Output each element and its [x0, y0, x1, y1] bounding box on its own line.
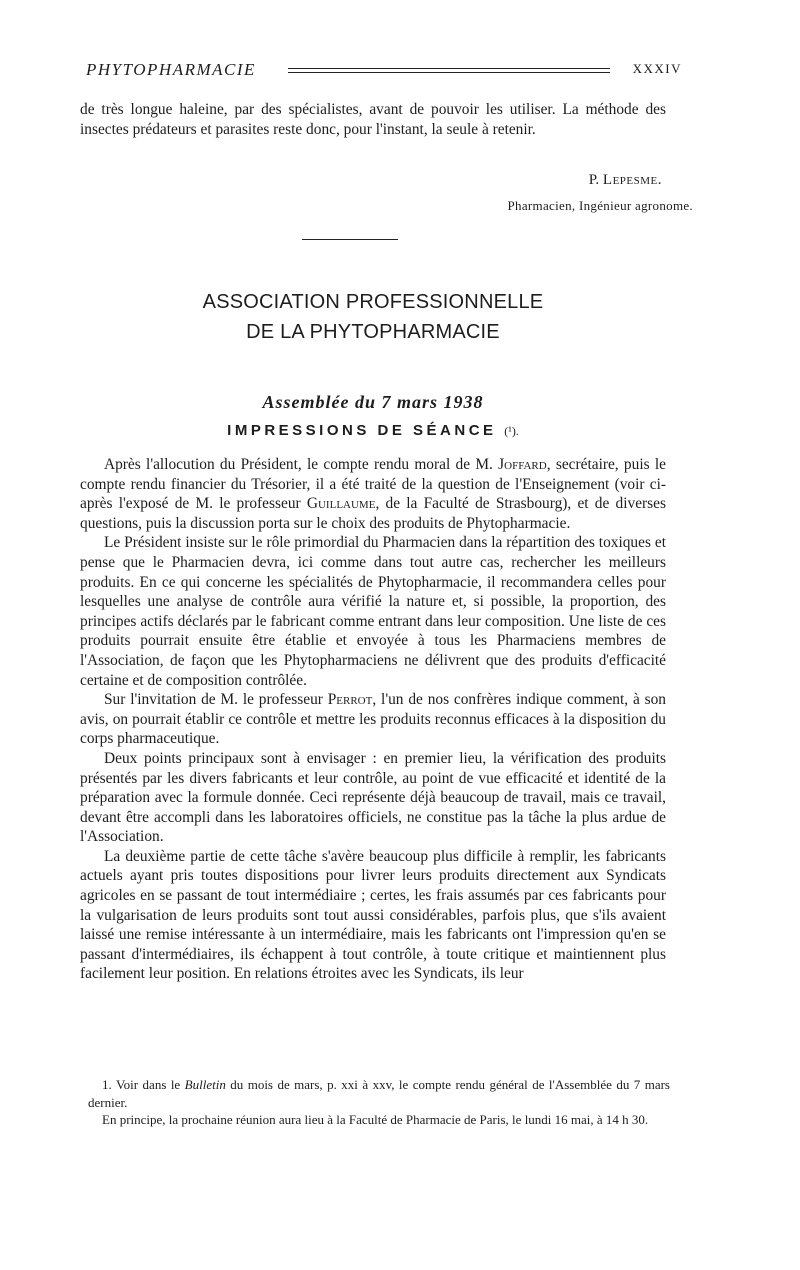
section-title: [80, 287, 666, 347]
signature-initial: P.: [588, 172, 600, 188]
section-separator: [302, 239, 398, 240]
signature-surname: Lepesme.: [602, 172, 662, 188]
section-title-line2: DE LA PHYTOPHARMACIE: [246, 321, 500, 343]
running-title: PHYTOPHARMACIE: [86, 60, 256, 79]
paragraph-3-text-b: , l'un de nos confrères indique comment, à son avis, on pourrait établir ce contrôle et mettre les produits reconnus efficaces à la disposition du corps pharmaceutique.: [80, 691, 667, 748]
session-subtitle-text: IMPRESSIONS DE SÉANCE: [227, 422, 497, 439]
session-subtitle: [80, 422, 666, 439]
footnote-1-text-a: 1. Voir dans le: [102, 1077, 185, 1092]
signature-title: Pharmacien, Ingénieur agronome.: [507, 198, 693, 213]
header-double-rule: [288, 68, 610, 73]
running-header: [86, 60, 682, 86]
paragraph-1-text-a: Après l'allocution du Président, le compte rendu moral de M.: [104, 456, 499, 473]
footnote-1-text-b: du mois de mars, p. xxi à xxv, le compte rendu général de l'Assemblée du 7 mars dernier.: [88, 1077, 670, 1110]
footnote-reference: (¹).: [504, 424, 519, 438]
footnote-1-bulletin: Bulletin: [184, 1077, 226, 1092]
paragraph-2: Le Président insiste sur le rôle primordial du Pharmacien dans la répartition des toxiques et pense que le Pharmacien devra, ici comme dans tout autre cas, rechercher les meilleurs produits. En ce qui concerne les spécialités de Phytopharmacie, il recommandera celles pour lesquelles une analyse de contrôle aura vérifié la nature et, si possible, la proportion, des principes actifs déclarés par le fabricant comme entrant dans leur composition. Une liste de ces produits pourrait ensuite être établie et envoyée à tous les Pharmaciens membres de l'Association, de façon que les Phytopharmaciens ne délivrent que des produits d'efficacité certaine et de composition contrôlée.: [80, 534, 666, 689]
intro-paragraph: [80, 100, 666, 139]
person-name-perrot: Perrot: [327, 691, 373, 709]
paragraph-5: La deuxième partie de cette tâche s'avère beaucoup plus difficile à remplir, les fabricants actuels ayant pris toutes dispositions pour livrer leurs produits directement aux Syndicats agricoles en se passant de tout intermédiaire ; certes, les frais assumés par ces fabricants pour la vulgarisation de leurs produits sont tout aussi considérables, parfois plus, que s'ils avaient laissé une remise intéressante à un intermédiaire, mais les fabricants ont l'impression qu'en se passant d'intermédiaires, ils échappent à tout contrôle, à toute critique et maintiennent plus facilement leur position. En relations étroites avec les Syndicats, ils leur: [80, 847, 666, 983]
signature: [589, 172, 662, 189]
section-title-line1: ASSOCIATION PROFESSIONNELLE: [202, 291, 544, 313]
footnote-1: [88, 1076, 670, 1111]
paragraph-3-text-a: Sur l'invitation de M. le professeur: [104, 691, 328, 709]
paragraph-4: Deux points principaux sont à envisager : en premier lieu, la vérification des produits présentés par les divers fabricants et leur contrôle, au point de vue efficacité et identité de la préparation avec la formule donnée. Ceci représente déjà beaucoup de travail, mais ce travail, devant être accompli dans les laboratoires officiels, ne constitue pas la tâche la plus ardue de l'Association.: [80, 749, 666, 846]
paragraph-1: [80, 455, 666, 533]
paragraph-3: [80, 690, 666, 749]
assembly-heading: Assemblée du 7 mars 1938: [262, 392, 484, 412]
person-name-joffard: Joffard: [498, 456, 547, 473]
footnote-2: En principe, la prochaine réunion aura lieu à la Faculté de Pharmacie de Paris, le lundi 16 mai, à 14 h 30.: [102, 1112, 649, 1127]
article-body: [80, 455, 666, 984]
paragraph-1-text-b: , secrétaire, puis le compte rendu financier du Trésorier, il a été traité de la question de l'Enseignement (voir ci-après l'exposé de M. le professeur: [80, 456, 666, 513]
footnotes: [88, 1076, 670, 1129]
paragraph-1-text-c: , de la Faculté de Strasbourg), et de diverses questions, puis la discussion porta sur le choix des produits de Phytopharmacie.: [80, 495, 666, 532]
intro-text: de très longue haleine, par des spécialistes, avant de pouvoir les utiliser. La méthode des insectes prédateurs et parasites reste donc, pour l'instant, la seule à retenir.: [80, 101, 666, 138]
page-number: XXXIV: [632, 61, 682, 76]
person-name-guillaume: Guillaume: [306, 495, 376, 513]
